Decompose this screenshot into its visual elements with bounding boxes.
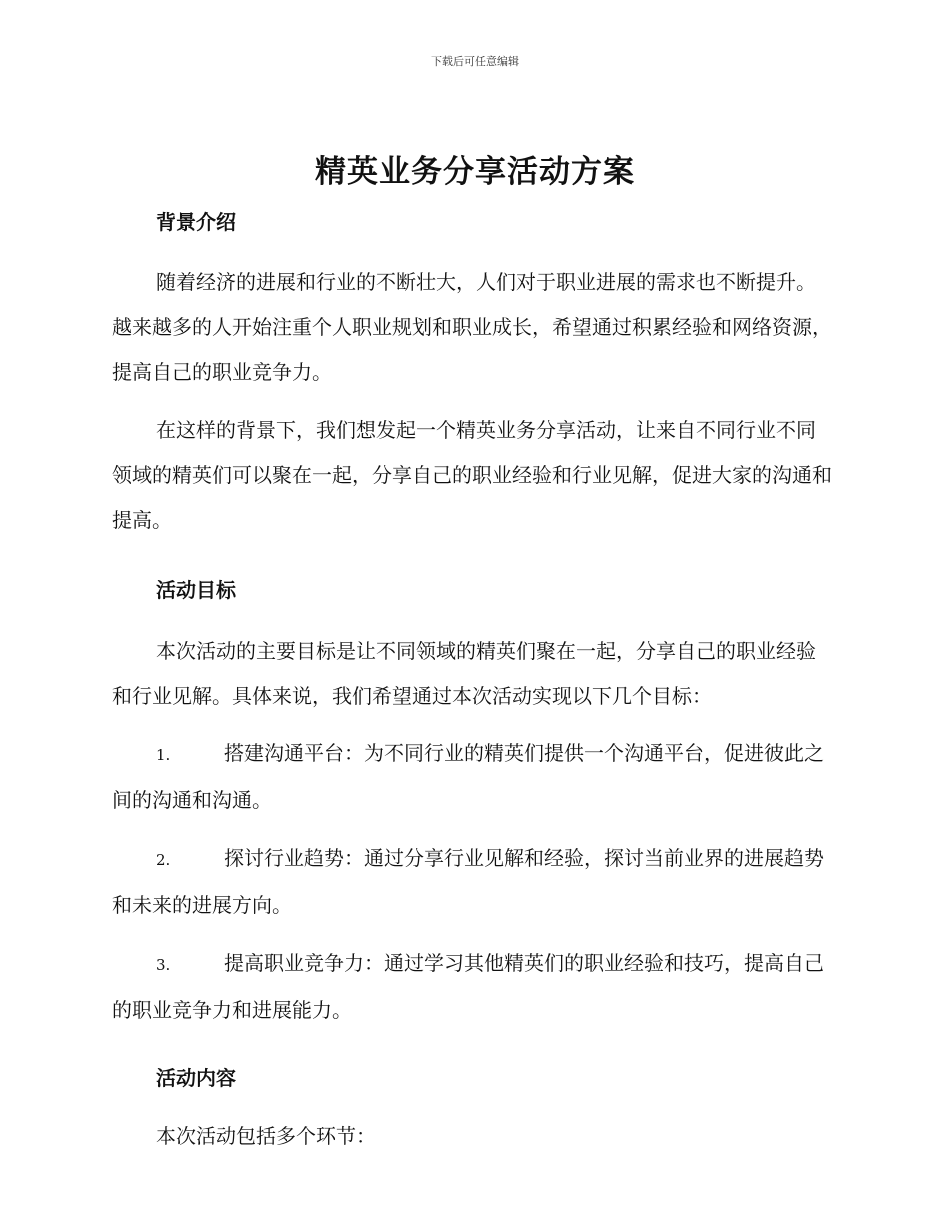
list-number: 2. — [156, 851, 171, 869]
section-heading-content: 活动内容 — [156, 1066, 236, 1090]
list-item — [112, 836, 832, 928]
paragraph: 在这样的背景下，我们想发起一个精英业务分享活动，让来自不同行业不同领域的精英们可以聚在一起，分享自己的职业经验和行业见解，促进大家的沟通和提高。 — [112, 418, 832, 532]
document-body — [112, 202, 832, 1159]
list-number: 1. — [156, 746, 171, 764]
list-number: 3. — [156, 956, 171, 974]
document-title: 精英业务分享活动方案 — [315, 154, 635, 190]
list-item-text: 提高职业竞争力：通过学习其他精英们的职业经验和技巧，提高自己的职业竞争力和进展能力。 — [112, 951, 824, 1022]
list-item — [112, 941, 832, 1033]
list-item — [112, 731, 832, 823]
list-item-text: 探讨行业趋势：通过分享行业见解和经验，探讨当前业界的进展趋势和未来的进展方向。 — [112, 846, 824, 917]
page-header: 下载后可任意编辑 — [431, 55, 519, 68]
paragraph: 随着经济的进展和行业的不断壮大，人们对于职业进展的需求也不断提升。越来越多的人开始注重个人职业规划和职业成长，希望通过积累经验和网络资源，提高自己的职业竞争力。 — [112, 270, 832, 384]
section-heading-background: 背景介绍 — [156, 210, 236, 234]
list-item-text: 搭建沟通平台：为不同行业的精英们提供一个沟通平台，促进彼此之间的沟通和沟通。 — [112, 741, 824, 812]
paragraph: 本次活动的主要目标是让不同领域的精英们聚在一起，分享自己的职业经验和行业见解。具体来说，我们希望通过本次活动实现以下几个目标： — [112, 639, 816, 708]
section-heading-goals: 活动目标 — [156, 578, 236, 602]
paragraph: 本次活动包括多个环节： — [156, 1124, 376, 1148]
